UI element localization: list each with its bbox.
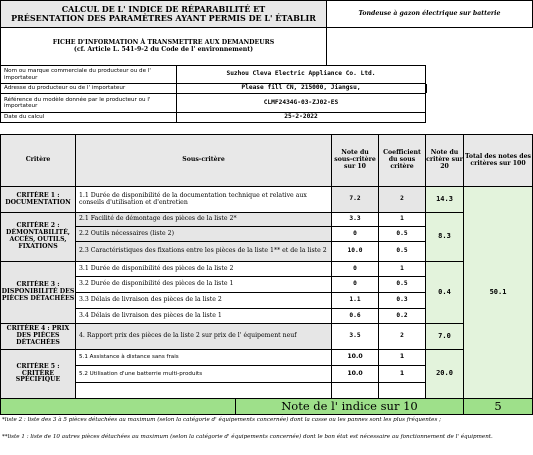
coef-5-1: 1 (378, 349, 426, 366)
coef-2-2: 0.5 (378, 226, 426, 242)
note-2-2: 0 (331, 226, 379, 242)
footnote-liste-1: **liste 1 : liste de 10 autres pièces détachées au maximum (selon la catégorie d' équipements concernée) dont le bon état est nécessaire au fonctionnement de l' équipment. (2, 434, 493, 440)
final-note-label: Note de l' indice sur 10 (235, 398, 464, 415)
info-label-reference: Référence du modèle donnée par le producteur ou l' importateur (0, 93, 177, 113)
sous-critere-5-2: 5.2 Utilisation d'une batterrie multi-produits (75, 365, 332, 383)
critere-3: CRITÈRE 3 : DISPONIBILITÉ DES PIÈCES DÉTACHÉES (0, 261, 76, 324)
coef-1-1: 2 (378, 186, 426, 213)
sous-critere-3-1: 3.1 Durée de disponibilité des pièces de la liste 2 (75, 261, 332, 277)
note-2-3: 10.0 (331, 241, 379, 262)
fiche-heading (0, 27, 327, 65)
critere-1: CRITÈRE 1 : DOCUMENTATION (0, 186, 76, 213)
col-critere: Critère (0, 134, 76, 187)
coef-3-1: 1 (378, 261, 426, 277)
note-critere-3: 0.4 (425, 261, 464, 324)
note-critere-1: 14.3 (425, 186, 464, 213)
sous-critere-2-3: 2.3 Caractéristiques des fixations entre les pièces de la liste 1** et de la liste 2 (75, 241, 332, 262)
total-notes: 50.1 (463, 186, 533, 399)
critere-2: CRITÈRE 2 : DÉMONTABILITÉ, ACCÈS, OUTILS, FIXATIONS (0, 212, 76, 262)
empty-coef-cell (378, 382, 426, 399)
critere-5: CRITÈRE 5 : CRITÈRE SPÉCIFIQUE (0, 349, 76, 399)
col-coefficient: Coefficient du sous critère (378, 134, 426, 187)
note-5-2: 10.0 (331, 365, 379, 383)
sous-critere-2-1: 2.1 Facilité de démontage des pièces de la liste 2* (75, 212, 332, 227)
sous-critere-5-1: 5.1 Assistance à distance sans frais (75, 349, 332, 366)
coef-2-3: 0.5 (378, 241, 426, 262)
note-4: 3.5 (331, 323, 379, 350)
product-category: Tondeuse à gazon électrique sur batterie (326, 0, 533, 28)
col-note-critere: Note du critère sur 20 (425, 134, 464, 187)
sous-critere-3-3: 3.3 Délais de livraison des pièces de la liste 2 (75, 292, 332, 309)
empty-sub-cell (75, 382, 332, 399)
coef-3-3: 0.3 (378, 292, 426, 309)
info-value-reference: CLMF2434G-03-ZJ02-ES (176, 93, 426, 113)
coef-3-4: 0.2 (378, 308, 426, 324)
note-3-1: 0 (331, 261, 379, 277)
sous-critere-1-1: 1.1 Durée de disponibilité de la documentation technique et relative aux conseils d'utilisation et d'entretien (75, 186, 332, 213)
fiche-line2: (cf. Article L. 541-9-2 du Code de l' environnement) (73, 45, 254, 53)
info-value-date: 25-2-2022 (176, 112, 426, 123)
sous-critere-3-2: 3.2 Durée de disponibilité des pièces de la liste 1 (75, 276, 332, 293)
selected-cell-marker (425, 84, 427, 93)
col-total: Total des notes des critères sur 100 (463, 134, 533, 187)
sous-critere-4: 4. Rapport prix des pièces de la liste 2 sur prix de l' équipement neuf (75, 323, 332, 350)
coef-5-2: 1 (378, 365, 426, 383)
note-critere-4: 7.0 (425, 323, 464, 350)
info-label-address: Adresse du producteur ou de l' importateur (0, 83, 177, 94)
index-title (0, 0, 327, 28)
note-2-1: 3.3 (331, 212, 379, 227)
footnote-liste-2: *liste 2 : liste des 3 à 5 pièces détachées au maximum (selon la catégorie d' équipements concernée) dont la casse ou les pannes sont les plus fréquentes ; (2, 417, 441, 423)
col-note-sous-critere: Note du sous-critère sur 10 (331, 134, 379, 187)
critere-4: CRITÈRE 4 : PRIX DES PIÈCES DÉTACHÉES (0, 323, 76, 350)
index-title-line1: CALCUL DE L' INDICE DE RÉPARABILITÉ ET (61, 4, 266, 15)
info-value-producer: Suzhou Cleva Electric Appliance Co. Ltd. (176, 65, 426, 84)
note-3-2: 0 (331, 276, 379, 293)
fiche-line1: FICHE D'INFORMATION À TRANSMETTRE AUX DEMANDEURS (52, 38, 275, 46)
note-1-1: 7.2 (331, 186, 379, 213)
note-critere-2: 8.3 (425, 212, 464, 262)
info-value-address: Please fill CN, 215000, Jiangsu, (176, 83, 426, 94)
note-3-4: 0.6 (331, 308, 379, 324)
sous-critere-2-2: 2.2 Outils nécessaires (liste 2) (75, 226, 332, 242)
final-note-value: 5 (463, 398, 533, 415)
info-label-producer: Nom ou marque commerciale du producteur ou de l' importateur (0, 65, 177, 84)
sous-critere-3-4: 3.4 Délais de livraison des pièces de la liste 1 (75, 308, 332, 324)
col-sous-critere: Sous-critère (75, 134, 332, 187)
empty-note-cell (331, 382, 379, 399)
note-critere-5: 20.0 (425, 349, 464, 399)
coef-3-2: 0.5 (378, 276, 426, 293)
coef-2-1: 1 (378, 212, 426, 227)
note-3-3: 1.1 (331, 292, 379, 309)
final-left-blank (0, 398, 236, 415)
info-label-date: Date du calcul (0, 112, 177, 123)
note-5-1: 10.0 (331, 349, 379, 366)
coef-4: 2 (378, 323, 426, 350)
index-title-line2: PRÉSENTATION DES PARAMÈTRES AYANT PERMIS DE L' ÉTABLIR (11, 13, 316, 23)
